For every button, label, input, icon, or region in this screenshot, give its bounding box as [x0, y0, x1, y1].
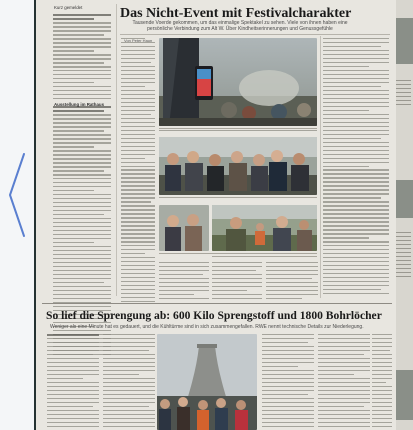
article-subline: Tausende Voerde gekommen, um das einmalige Spektakel zu sehen. Viele von ihnen haben eine persönliche Verbindung zum Alt W. Über Kindheitserinnerungen und Genussgefühle [132, 20, 348, 32]
article-column-1 [121, 38, 155, 305]
bottom-column-3 [262, 334, 314, 430]
photo-group-spectators [159, 137, 317, 195]
byline: Von Peter Haun [124, 38, 153, 43]
kicker-label: Kurz gemeldet [54, 5, 83, 10]
left-subhead: Ausstellung im Rathaus [54, 102, 105, 107]
bottom-column-5 [372, 334, 392, 430]
article-subline-2: Weniger als eine Minute hat es gedauert, und die Kühltürme sind in sich zusammengefallen. RWE nennt technische Details zur Niederlegung. [50, 324, 364, 330]
bottom-column-4 [318, 334, 370, 430]
article-column-right [323, 38, 389, 297]
bottom-column-1 [47, 334, 99, 430]
chevron-left-icon[interactable] [6, 150, 28, 240]
photo-smartphone-filming [159, 38, 317, 126]
article-headline-2: So lief die Sprengung ab: 600 Kilo Sprengstoff und 1800 Bohrlöcher [46, 309, 382, 322]
left-news-column [53, 14, 111, 357]
article-column-4 [212, 262, 262, 302]
bottom-column-2 [103, 334, 155, 430]
photo-cooling-towers [157, 334, 257, 430]
article-headline: Das Nicht-Event mit Festivalcharakter [120, 6, 352, 21]
caption-lines [159, 130, 317, 134]
photo-family [159, 205, 209, 251]
reader-sidebar [0, 0, 34, 430]
article-column-3 [159, 262, 209, 302]
article-column-5 [266, 262, 318, 302]
photo-crowd-meadow [212, 205, 317, 251]
